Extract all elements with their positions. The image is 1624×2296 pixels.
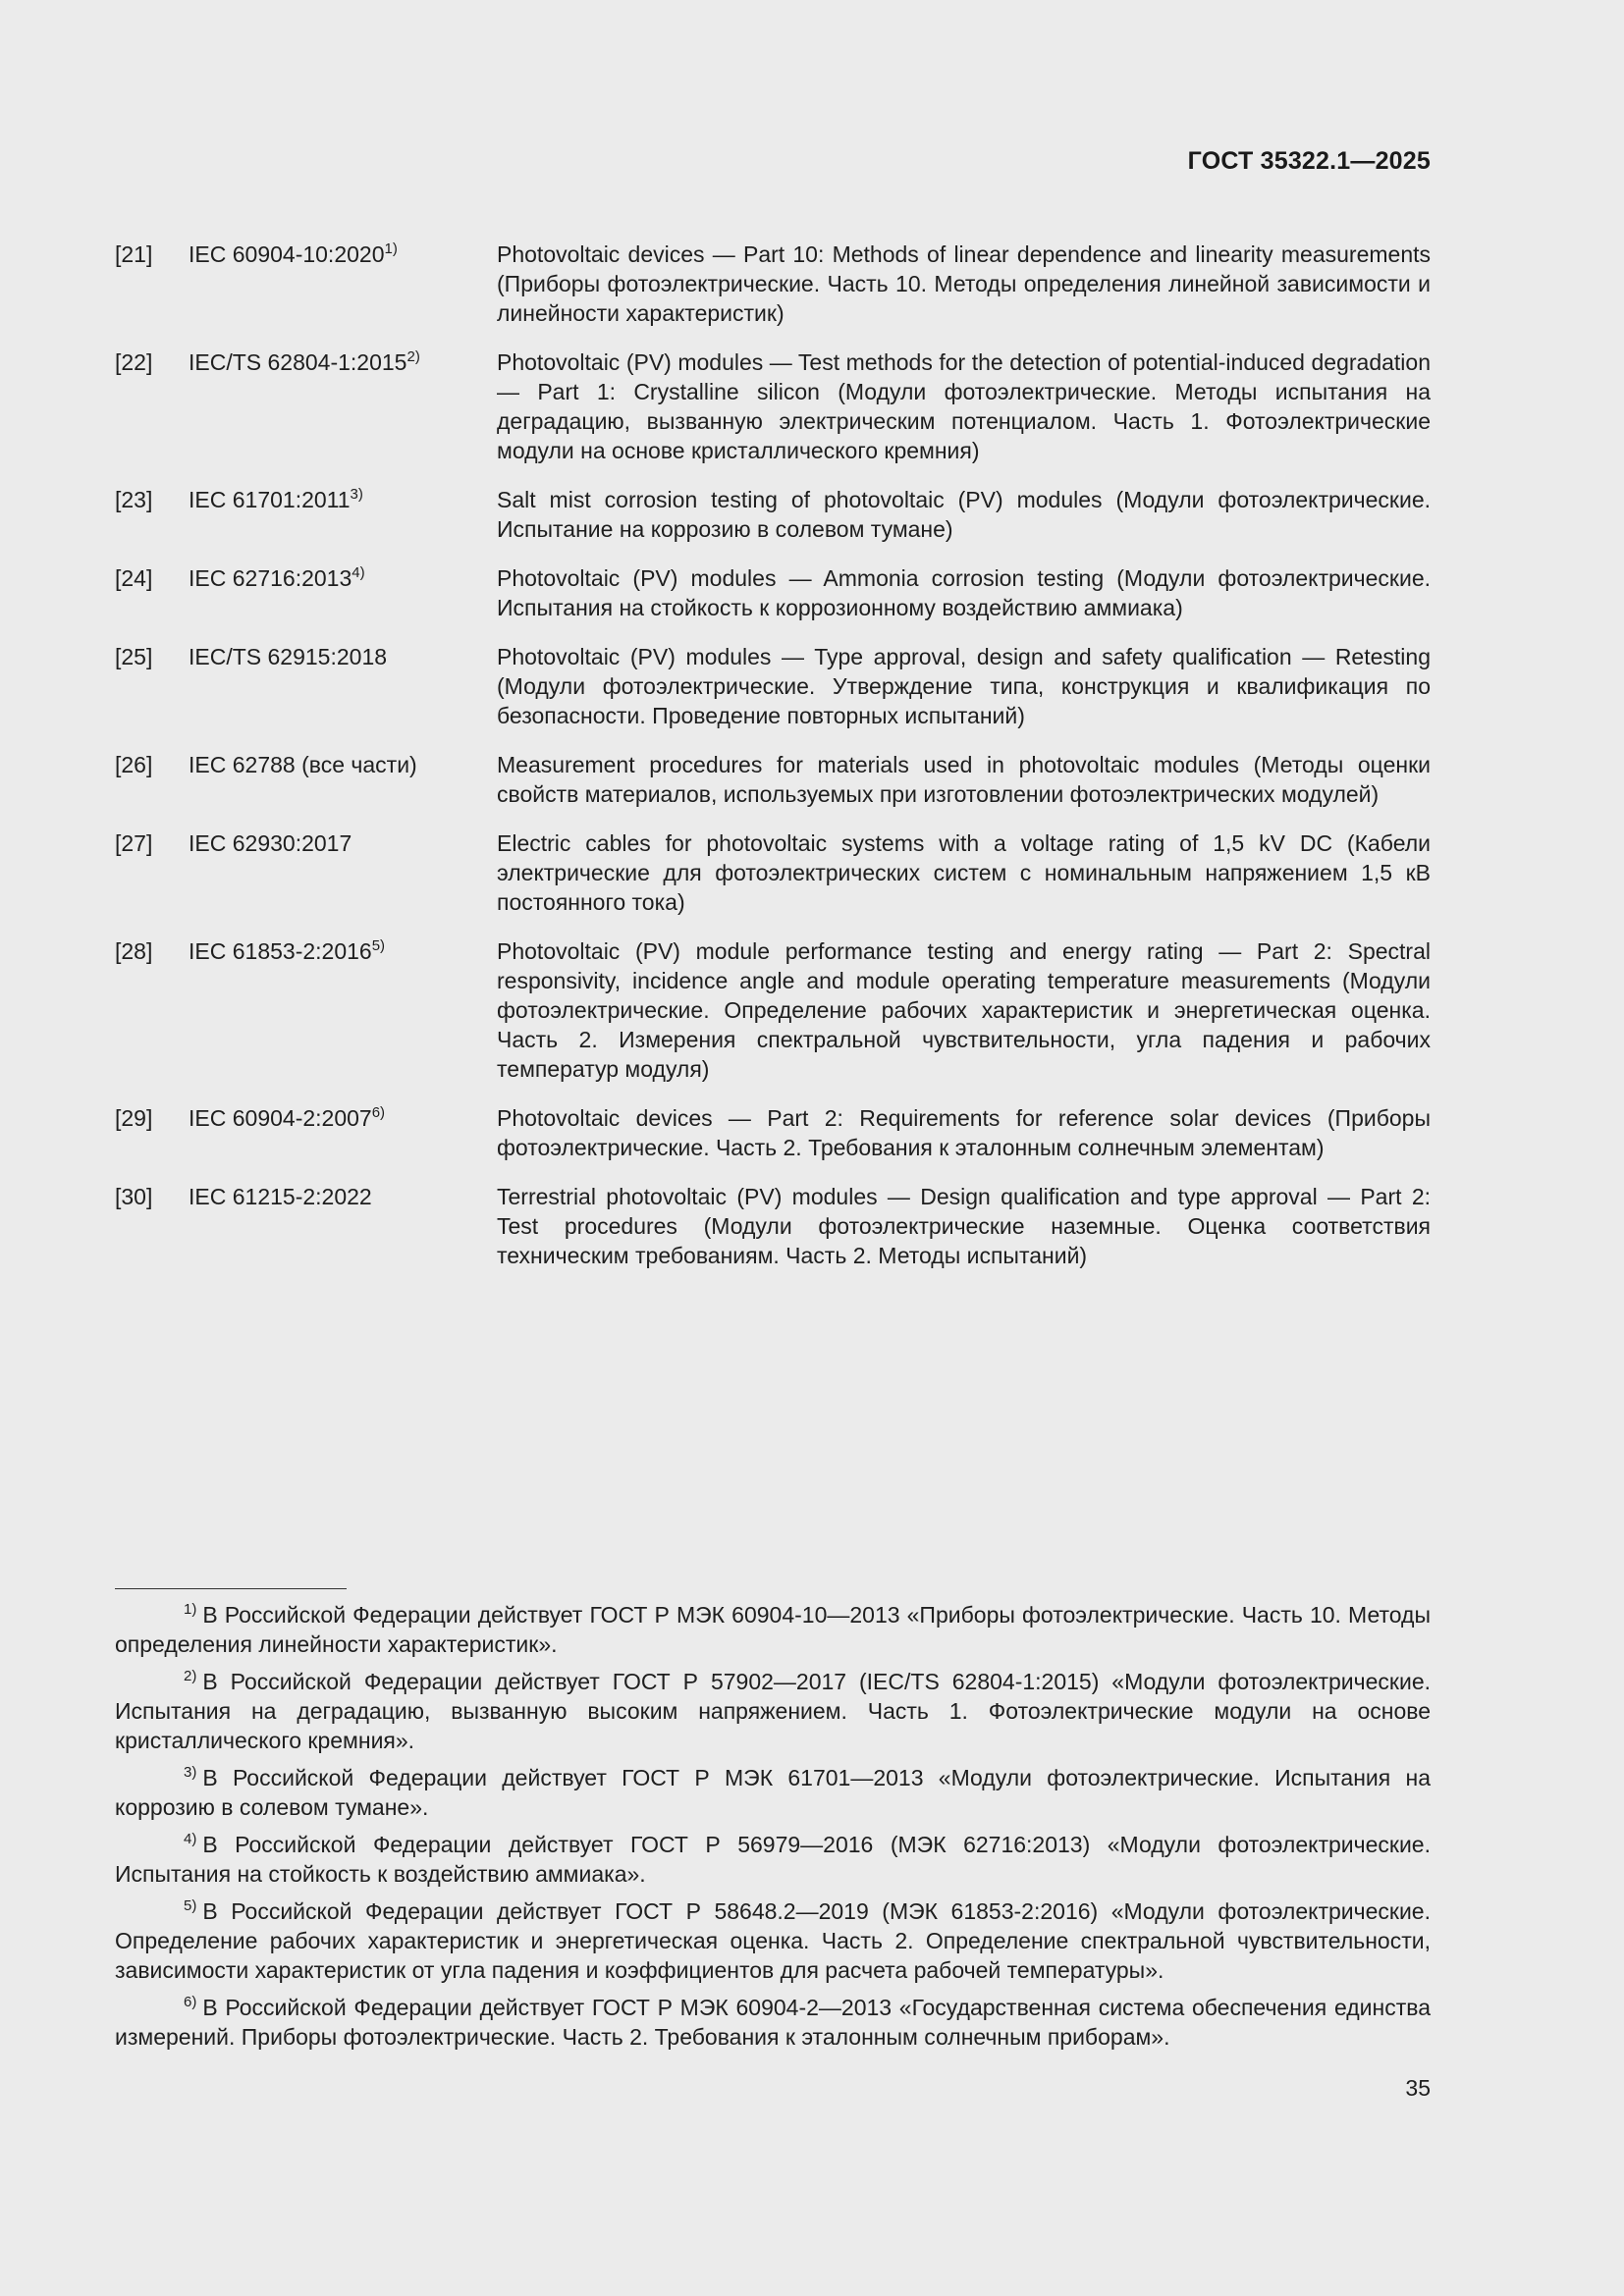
- footnote-ref: 3): [350, 486, 363, 503]
- reference-number: [29]: [115, 1105, 153, 1131]
- reference-code: IEC/TS 62804-1:2015$^{2)}$: [189, 348, 420, 375]
- reference-number: [25]: [115, 644, 153, 669]
- footnote-ref: 2): [406, 348, 420, 365]
- reference-number: [27]: [115, 830, 153, 856]
- reference-number: [24]: [115, 565, 153, 591]
- reference-description: Photovoltaic devices — Part 10: Methods of linear dependence and linearity measurements (Приборы фотоэлектрические. Часть 10. Методы определения линейной зависимости и линейности характеристик): [497, 241, 1431, 326]
- footnote-ref: 4): [352, 564, 365, 581]
- footnote: [115, 1763, 1431, 1822]
- reference-code: IEC 60904-2:2007$^{6)}$: [189, 1104, 386, 1131]
- page-number: 35: [1405, 2075, 1431, 2101]
- footnote: [115, 1600, 1431, 1659]
- footnote-text: В Российской Федерации действует ГОСТ Р МЭК 60904-2—2013 «Государственная система обеспечения единства измерений. Приборы фотоэлектрические. Часть 2. Требования к эталонным солнечным приборам».: [115, 1995, 1431, 2050]
- reference-entry: [115, 936, 1431, 1084]
- footnotes: [115, 1600, 1431, 2059]
- footnote-text: В Российской Федерации действует ГОСТ Р МЭК 61701—2013 «Модули фотоэлектрические. Испытания на коррозию в солевом тумане».: [115, 1765, 1431, 1820]
- reference-description: Measurement procedures for materials used in photovoltaic modules (Методы оценки свойств материалов, используемых при изготовлении фотоэлектрических модулей): [497, 752, 1431, 807]
- footnote-text: В Российской Федерации действует ГОСТ Р 57902—2017 (IEC/TS 62804-1:2015) «Модули фотоэлектрические. Испытания на деградацию, вызванную высоким напряжением. Часть 1. Фотоэлектрические модули на основе кристаллического кремния».: [115, 1669, 1431, 1753]
- reference-number: [23]: [115, 487, 153, 512]
- footnote-text: В Российской Федерации действует ГОСТ Р 56979—2016 (МЭК 62716:2013) «Модули фотоэлектрические. Испытания на стойкость к воздействию аммиака».: [115, 1832, 1431, 1887]
- footnote-mark: 4): [184, 1831, 197, 1847]
- footnote: [115, 1896, 1431, 1985]
- reference-entry: [115, 642, 1431, 730]
- footnote: [115, 1830, 1431, 1889]
- reference-entry: [115, 563, 1431, 622]
- footnote-mark: 1): [184, 1601, 197, 1618]
- reference-code: IEC 61215-2:2022: [189, 1184, 372, 1209]
- document-header: ГОСТ 35322.1—2025: [1187, 147, 1431, 175]
- footnote: [115, 1667, 1431, 1755]
- reference-description: Electric cables for photovoltaic systems with a voltage rating of 1,5 kV DC (Кабели электрические для фотоэлектрических систем с номинальным напряжением 1,5 кВ постоянного тока): [497, 830, 1431, 915]
- reference-entry: [115, 485, 1431, 544]
- footnote-ref: 6): [371, 1104, 386, 1121]
- reference-number: [22]: [115, 349, 153, 375]
- reference-description: Photovoltaic (PV) module performance testing and energy rating — Part 2: Spectral responsivity, incidence angle and module operating temperature measurements (Модули фотоэлектрические. Определение рабочих характеристик и энергетическая оценка. Часть 2. Измерения спектральной чувствительности, угла падения и рабочих температур модуля): [497, 938, 1431, 1082]
- reference-code: IEC 61701:2011$^{3)}$: [189, 486, 363, 512]
- footnote-separator: [115, 1588, 347, 1589]
- reference-number: [30]: [115, 1184, 153, 1209]
- reference-code: IEC/TS 62915:2018: [189, 644, 388, 669]
- footnote-text: В Российской Федерации действует ГОСТ Р МЭК 60904-10—2013 «Приборы фотоэлектрические. Часть 10. Методы определения линейности характеристик».: [115, 1602, 1431, 1657]
- reference-entry: [115, 1103, 1431, 1162]
- reference-entry: [115, 1182, 1431, 1270]
- reference-code: IEC 62788 (все части): [189, 752, 417, 777]
- reference-entry: [115, 828, 1431, 917]
- reference-description: Terrestrial photovoltaic (PV) modules — Design qualification and type approval — Part 2: Test procedures (Модули фотоэлектрические наземные. Оценка соответствия техническим требованиям. Часть 2. Методы испытаний): [497, 1184, 1431, 1268]
- footnote-mark: 3): [184, 1764, 197, 1781]
- footnote-ref: 1): [384, 240, 398, 257]
- reference-number: [21]: [115, 241, 153, 267]
- reference-description: Photovoltaic (PV) modules — Ammonia corrosion testing (Модули фотоэлектрические. Испытания на стойкость к коррозионному воздействию аммиака): [497, 565, 1431, 620]
- reference-code: IEC 62930:2017: [189, 830, 352, 856]
- footnote-mark: 6): [184, 1994, 197, 2010]
- reference-code: IEC 62716:2013$^{4)}$: [189, 564, 365, 591]
- bibliography-list: [115, 240, 1431, 1290]
- reference-number: [26]: [115, 752, 153, 777]
- reference-entry: [115, 750, 1431, 809]
- footnote-mark: 2): [184, 1668, 197, 1684]
- reference-description: Photovoltaic devices — Part 2: Requirements for reference solar devices (Приборы фотоэлектрические. Часть 2. Требования к эталонным солнечным элементам): [497, 1105, 1431, 1160]
- footnote-mark: 5): [184, 1897, 197, 1914]
- reference-code: IEC 61853-2:2016$^{5)}$: [189, 937, 386, 964]
- reference-description: Photovoltaic (PV) modules — Test methods for the detection of potential-induced degradation — Part 1: Crystalline silicon (Модули фотоэлектрические. Методы испытания на деградацию, вызванную электрическим потенциалом. Часть 1. Фотоэлектрические модули на основе кристаллического кремния): [497, 349, 1431, 463]
- footnote-text: В Российской Федерации действует ГОСТ Р 58648.2—2019 (МЭК 61853-2:2016) «Модули фотоэлектрические. Определение рабочих характеристик и энергетическая оценка. Часть 2. Определение спектральной чувствительности, зависимости характеристик от угла падения и коэффициентов для расчета рабочей температуры».: [115, 1898, 1431, 1983]
- reference-code: IEC 60904-10:2020$^{1)}$: [189, 240, 398, 267]
- reference-entry: [115, 347, 1431, 465]
- reference-number: [28]: [115, 938, 153, 964]
- reference-entry: [115, 240, 1431, 328]
- footnote: [115, 1993, 1431, 2052]
- reference-description: Photovoltaic (PV) modules — Type approval, design and safety qualification — Retesting (Модули фотоэлектрические. Утверждение типа, конструкция и квалификация по безопасности. Проведение повторных испытаний): [497, 644, 1431, 728]
- reference-description: Salt mist corrosion testing of photovoltaic (PV) modules (Модули фотоэлектрические. Испытание на коррозию в солевом тумане): [497, 487, 1431, 542]
- footnote-ref: 5): [371, 937, 386, 954]
